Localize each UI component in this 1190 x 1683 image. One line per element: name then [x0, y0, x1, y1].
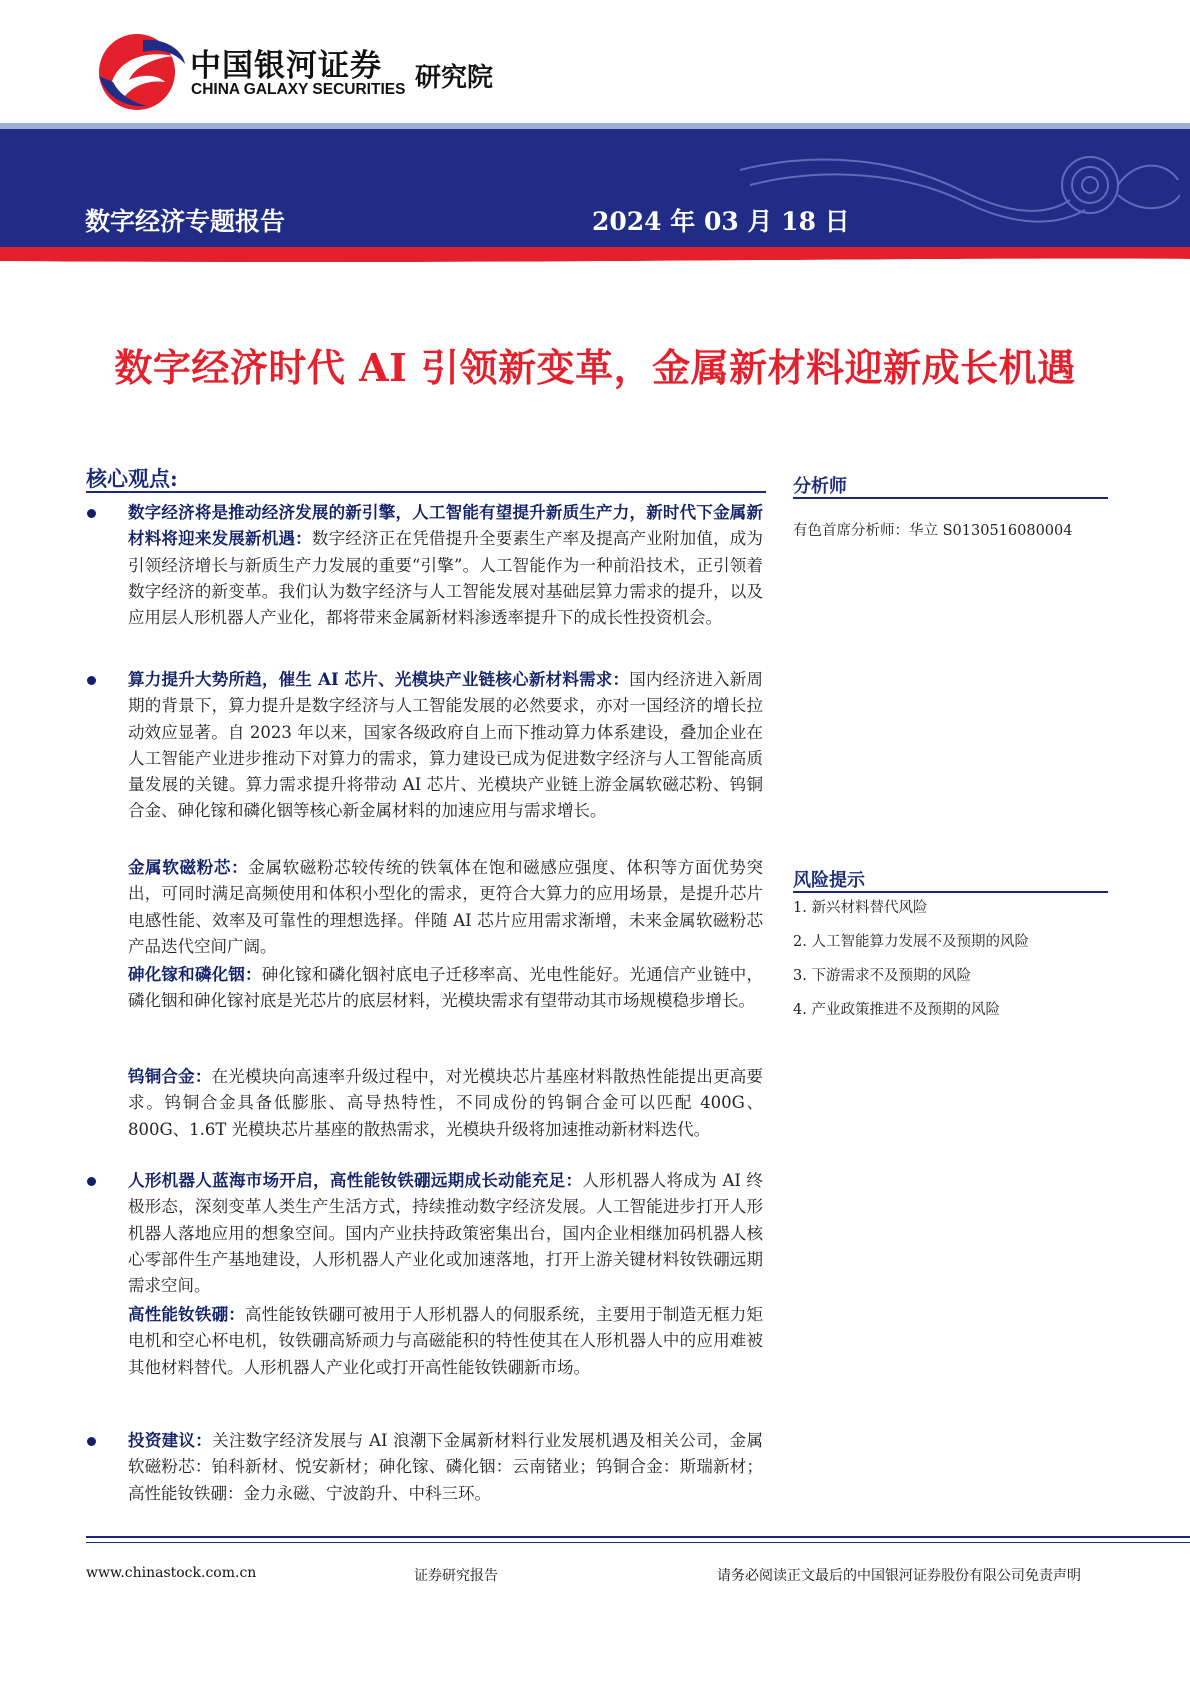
risk-heading: 风险提示	[793, 870, 865, 891]
key-points-divider	[86, 491, 766, 493]
risk-item: 1. 新兴材料替代风险	[793, 900, 928, 916]
brand-name-en: CHINA GALAXY SECURITIES	[191, 81, 406, 98]
bullet-icon	[87, 1437, 96, 1446]
analyst-line: 有色首席分析师：华立 S0130516080004	[793, 523, 1073, 539]
footer-divider	[86, 1536, 1190, 1538]
risk-divider	[793, 891, 1108, 893]
footer-divider-thin	[86, 1542, 1190, 1543]
risk-item: 3. 下游需求不及预期的风险	[793, 968, 971, 984]
bullet-icon	[87, 676, 96, 685]
footer-label: 证券研究报告	[414, 1568, 498, 1584]
risk-item: 2. 人工智能算力发展不及预期的风险	[793, 934, 1029, 950]
key-point-3: 人形机器人蓝海市场开启，高性能钕铁硼远期成长动能充足：人形机器人将成为 AI 终极形态，深刻变革人类生产生活方式，持续推动数字经济发展。人工智能进步打开人形机器人落地应用的想象空间。国内产业扶持政策密集出台，国内企业相继加码机器人核心零部件生产基地建设，人形机器人产业化或加速落地，打开上游关键材料钕铁硼远期需求空间。	[128, 1171, 763, 1296]
report-type: 数字经济专题报告	[85, 207, 286, 236]
analyst-heading: 分析师	[793, 476, 847, 497]
risk-item: 4. 产业政策推进不及预期的风险	[793, 1002, 1000, 1018]
bullet-icon	[87, 1177, 96, 1186]
report-title: 数字经济时代 AI 引领新变革，金属新材料迎新成长机遇	[114, 345, 1076, 390]
brand-department: 研究院	[415, 63, 494, 93]
footer-url-link[interactable]: www.chinastock.com.cn	[86, 1565, 257, 1581]
report-date: 2024 年 03 月 18 日	[592, 207, 850, 236]
sub-point-gaas-inp: 砷化镓和磷化铟：砷化镓和磷化铟衬底电子迁移率高、光电性能好。光通信产业链中，磷化铟和砷化镓衬底是光芯片的底层材料，光模块需求有望带动其市场规模稳步增长。	[128, 965, 764, 1011]
key-point-1: 数字经济将是推动经济发展的新引擎，人工智能有望提升新质生产力，新时代下金属新材料将迎来发展新机遇：数字经济正在凭借提升全要素生产率及提高产业附加值，成为引领经济增长与新质生产力发展的重要“引擎”。人工智能作为一种前沿技术，正引领着数字经济的新变革。我们认为数字经济与人工智能发展对基础层算力需求的提升，以及应用层人形机器人产业化，都将带来金属新材料渗透率提升下的成长性投资机会。	[128, 503, 764, 628]
sub-point-wcu-alloy: 钨铜合金：在光模块向高速率升级过程中，对光模块芯片基座材料散热性能提出更高要求。钨铜合金具备低膨胀、高导热特性，不同成份的钨铜合金可以匹配 400G、800G、1.6T 光模块芯片基座的散热需求，光模块升级将加速推动新材料迭代。	[128, 1067, 764, 1139]
banner-red-curve	[0, 247, 1190, 275]
footer-disclaimer: 请务必阅读正文最后的中国银河证券股份有限公司免责声明	[717, 1568, 1081, 1584]
key-point-2: 算力提升大势所趋，催生 AI 芯片、光模块产业链核心新材料需求：国内经济进入新周期的背景下，算力提升是数字经济与人工智能发展的必然要求，亦对一国经济的增长拉动效应显著。自 2023 年以来，国家各级政府自上而下推动算力体系建设，叠加企业在人工智能产业进步推动下对算力的需求，算力建设已成为促进数字经济与人工智能高质量发展的关键。算力需求提升将带动 AI 芯片、光模块产业链上游金属软磁芯粉、钨铜合金、砷化镓和磷化铟等核心新金属材料的加速应用与需求增长。	[128, 670, 763, 821]
key-point-4: 投资建议：关注数字经济发展与 AI 浪潮下金属新材料行业发展机遇及相关公司，金属软磁粉芯：铂科新材、悦安新材；砷化镓、磷化铟：云南锗业；钨铜合金：斯瑞新材；高性能钕铁硼：金力永磁、宁波韵升、中科三环。	[128, 1431, 763, 1503]
sub-point-ndfeb: 高性能钕铁硼：高性能钕铁硼可被用于人形机器人的伺服系统，主要用于制造无框力矩电机和空心杯电机，钕铁硼高矫顽力与高磁能积的特性使其在人形机器人中的应用难被其他材料替代。人形机器人产业化或打开高性能钕铁硼新市场。	[128, 1305, 764, 1377]
analyst-divider	[793, 497, 1108, 499]
brand-name-cn: 中国银河证券	[190, 48, 382, 84]
sub-point-soft-magnetic: 金属软磁粉芯：金属软磁粉芯较传统的铁氧体在饱和磁感应强度、体积等方面优势突出，可同时满足高频使用和体积小型化的需求，更符合大算力的应用场景，是提升芯片电感性能、效率及可靠性的理想选择。伴随 AI 芯片应用需求渐增，未来金属软磁粉芯产品迭代空间广阔。	[128, 858, 764, 956]
galaxy-swirl-logo-icon	[95, 30, 187, 112]
key-points-heading: 核心观点:	[86, 466, 178, 491]
bullet-icon	[87, 509, 96, 518]
